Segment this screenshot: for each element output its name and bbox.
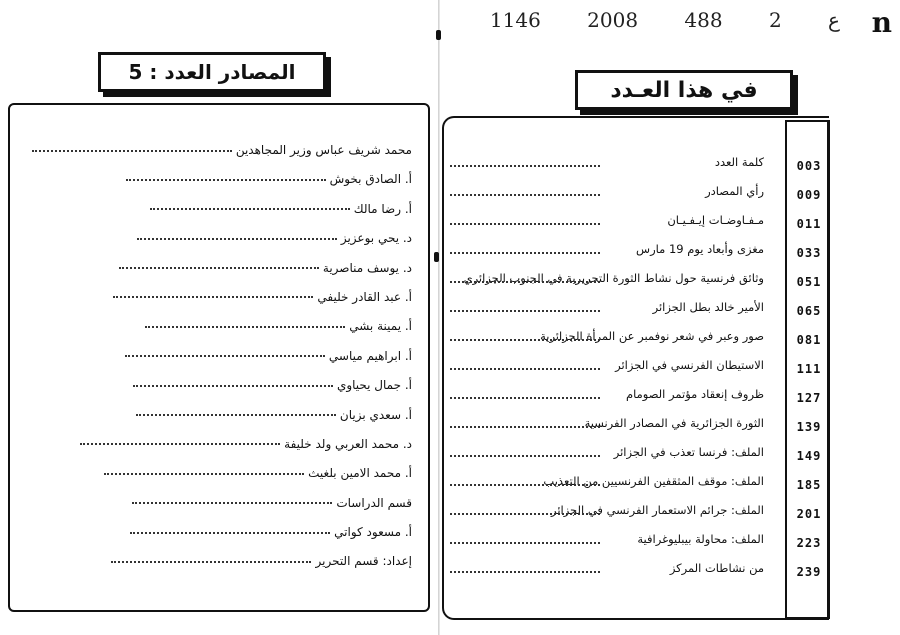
- contents-entry: [446, 472, 836, 501]
- source-row: [12, 459, 422, 488]
- dot-leader: [136, 414, 336, 416]
- dot-leader: [450, 310, 600, 312]
- contents-entry: [446, 211, 836, 240]
- page-number: 081: [796, 333, 822, 347]
- entry-title: صور وعبر في شعر نوفمبر عن المرأة الجزائرية: [540, 329, 764, 343]
- entry-title: مـفـاوضـات إيـفـيـان: [667, 213, 764, 227]
- contents-entry: [446, 298, 836, 327]
- source-row: [12, 254, 422, 283]
- page-number: 111: [796, 362, 822, 376]
- dot-leader: [125, 355, 325, 357]
- dot-leader: [119, 267, 319, 269]
- page-number: 185: [796, 478, 822, 492]
- entry-title: الملف: محاولة بيبليوغرافية: [637, 532, 764, 546]
- page-number: 033: [796, 246, 822, 260]
- dot-leader: [450, 252, 600, 254]
- handwritten-note: 1146 2008 4ع 2 88: [489, 8, 840, 32]
- source-name: أ. يمينة بشي: [349, 319, 412, 334]
- source-row: [12, 342, 422, 371]
- corner-mark: n: [871, 6, 892, 39]
- source-row: [12, 430, 422, 459]
- source-name: د. يوسف مناصرية: [322, 260, 412, 275]
- entry-title: مغزى وأبعاد يوم 19 مارس: [636, 242, 764, 256]
- page-number: 051: [796, 275, 822, 289]
- contents-entry: [446, 559, 836, 588]
- dot-leader: [126, 179, 326, 181]
- source-row: [12, 371, 422, 400]
- contents-entry: [446, 530, 836, 559]
- contents-entry: [446, 501, 836, 530]
- source-row: [12, 518, 422, 547]
- page-number: 139: [796, 420, 822, 434]
- dot-leader: [450, 484, 600, 486]
- source-name: د. محمد العربي ولد خليفة: [284, 436, 412, 451]
- entry-title: رأي المصادر: [705, 184, 764, 198]
- page-number: 239: [796, 565, 822, 579]
- dot-leader: [450, 281, 600, 283]
- dot-leader: [450, 223, 600, 225]
- page-number: 011: [796, 217, 822, 231]
- source-row: [12, 489, 422, 518]
- dot-leader: [450, 542, 600, 544]
- page-number: 127: [796, 391, 822, 405]
- dot-leader: [137, 238, 337, 240]
- sources-title: المصادر العدد : 5: [98, 52, 326, 92]
- contents-entry: [446, 327, 836, 356]
- source-row: [12, 283, 422, 312]
- source-row: [12, 547, 422, 576]
- dot-leader: [104, 473, 304, 475]
- dot-leader: [133, 385, 333, 387]
- contents-title: في هذا العـدد: [575, 70, 793, 110]
- contents-entry: [446, 443, 836, 472]
- source-name: قسم الدراسات: [336, 495, 412, 510]
- source-name: أ. سعدي بزيان: [339, 407, 412, 422]
- dot-leader: [150, 208, 350, 210]
- page-number: 223: [796, 536, 822, 550]
- entry-title: ظروف إنعقاد مؤتمر الصومام: [625, 387, 764, 401]
- source-name: أ. عبد القادر خليفي: [317, 289, 412, 304]
- entry-title: كلمة العدد: [714, 155, 764, 169]
- page-number: 009: [796, 188, 822, 202]
- contents-page: [440, 0, 900, 635]
- page-number: 065: [796, 304, 822, 318]
- dot-leader: [130, 532, 330, 534]
- contents-entry: [446, 153, 836, 182]
- entry-title: وثائق فرنسية حول نشاط الثورة التحريرية في الجنوب الجزائري: [463, 271, 764, 285]
- source-row: [12, 224, 422, 253]
- dot-leader: [450, 571, 600, 573]
- page-number: 149: [796, 449, 822, 463]
- dot-leader: [450, 513, 600, 515]
- dot-leader: [111, 561, 311, 563]
- contents-entry: [446, 414, 836, 443]
- source-name: محمد شريف عباس وزير المجاهدين: [235, 143, 412, 157]
- entry-title: من نشاطات المركز: [669, 561, 764, 575]
- entry-title: الثورة الجزائرية في المصادر الفرنسية: [584, 416, 764, 430]
- dot-leader: [450, 165, 600, 167]
- dot-leader: [32, 150, 232, 152]
- dot-leader: [145, 326, 345, 328]
- dot-leader: [113, 296, 313, 298]
- contents-entry: [446, 269, 836, 298]
- sources-page: [0, 0, 440, 635]
- dot-leader: [450, 397, 600, 399]
- entry-title: الملف: جرائم الاستعمار الفرنسي في الجزائر: [550, 503, 764, 517]
- contents-entry: [446, 240, 836, 269]
- margin-mark: [434, 252, 439, 262]
- source-name: د. يحي بوعزيز: [340, 231, 412, 246]
- page-number: 201: [796, 507, 822, 521]
- source-name: أ. الصادق بخوش: [329, 172, 412, 187]
- entry-title: الملف: فرنسا تعذب في الجزائر: [613, 445, 764, 459]
- dot-leader: [450, 194, 600, 196]
- source-row: [12, 401, 422, 430]
- source-name: أ. محمد الامين بلغيث: [308, 466, 412, 481]
- source-name: أ. جمال يحياوي: [336, 378, 412, 393]
- source-row: [12, 136, 422, 165]
- contents-list: [446, 153, 836, 588]
- source-name: إعداد: قسم التحرير: [315, 554, 412, 569]
- contents-entry: [446, 385, 836, 414]
- dot-leader: [450, 455, 600, 457]
- contents-entry: [446, 356, 836, 385]
- dot-leader: [80, 443, 280, 445]
- source-name: أ. ابراهيم مياسي: [328, 348, 412, 363]
- source-row: [12, 312, 422, 341]
- source-row: [12, 195, 422, 224]
- dot-leader: [450, 339, 600, 341]
- source-row: [12, 165, 422, 194]
- entry-title: الملف: موقف المثقفين الفرنسيين من التعذيب: [543, 474, 764, 488]
- dot-leader: [132, 502, 332, 504]
- page-number: 003: [796, 159, 822, 173]
- source-name: أ. مسعود كواتي: [334, 525, 412, 540]
- sources-list: [12, 136, 422, 577]
- entry-title: الأمير خالد بطل الجزائر: [652, 300, 764, 314]
- source-name: أ. رضا مالك: [353, 201, 412, 216]
- margin-mark: [436, 30, 441, 40]
- dot-leader: [450, 368, 600, 370]
- entry-title: الاستيطان الفرنسي في الجزائر: [615, 358, 764, 372]
- dot-leader: [450, 426, 600, 428]
- contents-entry: [446, 182, 836, 211]
